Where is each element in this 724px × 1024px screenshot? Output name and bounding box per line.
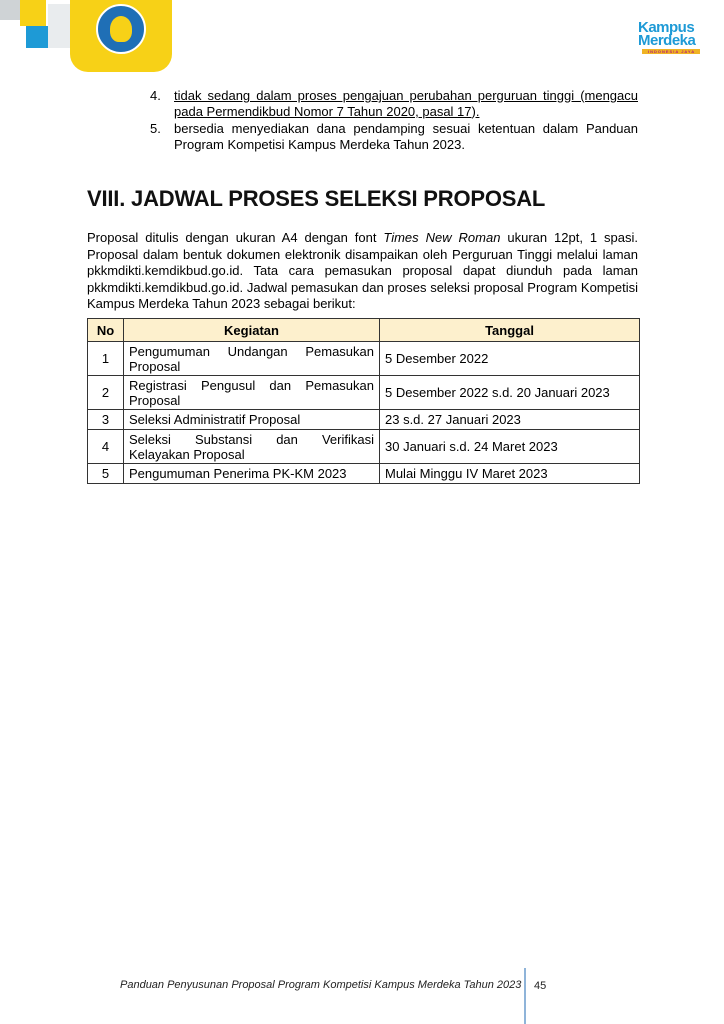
cell-no: 5	[88, 464, 124, 484]
cell-kegiatan: Pengumuman Penerima PK-KM 2023	[124, 464, 380, 484]
section-title-text: VIII. JADWAL PROSES SELEKSI PROPOSAL	[87, 186, 546, 211]
header-kegiatan: Kegiatan	[124, 319, 380, 342]
table-row	[88, 376, 640, 410]
tut-wuri-handayani-logo	[96, 4, 146, 54]
section-paragraph	[87, 230, 638, 313]
list-item-text: bersedia menyediakan dana pendamping sesuai ketentuan dalam Panduan Program Kompetisi Kampus Merdeka Tahun 2023.	[174, 121, 638, 152]
schedule-table	[87, 318, 640, 484]
cell-tanggal: 5 Desember 2022 s.d. 20 Januari 2023	[380, 376, 640, 410]
cell-no: 1	[88, 342, 124, 376]
footer-title: Panduan Penyusunan Proposal Program Kompetisi Kampus Merdeka Tahun 2023	[120, 979, 522, 991]
requirements-list	[150, 88, 638, 154]
decor-square-gray	[0, 0, 20, 20]
paragraph-font-name: Times New Roman	[383, 230, 501, 245]
header-tanggal: Tanggal	[380, 319, 640, 342]
decor-square-light	[48, 4, 70, 48]
footer-divider	[524, 968, 526, 1024]
cell-no: 2	[88, 376, 124, 410]
logo-word-merdeka: Merdeka	[638, 32, 696, 49]
cell-kegiatan: Registrasi Pengusul dan Pemasukan Proposal	[124, 376, 380, 410]
list-item-text: tidak sedang dalam proses pengajuan perubahan perguruan tinggi (mengacu pada Permendikbud Nomor 7 Tahun 2020, pasal 17).	[174, 88, 638, 119]
section-title	[87, 186, 545, 212]
cell-kegiatan: Seleksi Substansi dan Verifikasi Kelayakan Proposal	[124, 430, 380, 464]
logo-tagline: INDONESIA JAYA	[648, 49, 696, 54]
table-row	[88, 342, 640, 376]
decor-square-yellow	[20, 0, 46, 26]
cell-no: 3	[88, 410, 124, 430]
list-item	[150, 121, 638, 152]
cell-tanggal: 23 s.d. 27 Januari 2023	[380, 410, 640, 430]
kampus-merdeka-logo	[636, 20, 702, 56]
table-row	[88, 430, 640, 464]
paragraph-text-end: ukuran 12pt, 1 spasi. Proposal dalam bentuk dokumen elektronik disampaikan oleh Perguruan Tinggi melalui laman pkkmdikti.kemdikbud.go.id. Tata cara pemasukan proposal dapat diunduh pada laman pkkmdikti.kemdikbud.go.id. Jadwal pemasukan dan proses seleksi proposal Program Kompetisi Kampus Merdeka Tahun 2023 sebagai berikut:	[87, 230, 638, 311]
table-row	[88, 410, 640, 430]
header-no: No	[88, 319, 124, 342]
decor-square-blue	[26, 26, 48, 48]
logo-word-kampus: Kampus	[638, 19, 695, 36]
list-item-number: 5.	[150, 121, 161, 136]
table-header-row	[88, 319, 640, 342]
cell-kegiatan: Pengumuman Undangan Pemasukan Proposal	[124, 342, 380, 376]
page-number: 45	[534, 980, 547, 992]
table-row	[88, 464, 640, 484]
paragraph-text-start: Proposal ditulis dengan ukuran A4 dengan font	[87, 230, 384, 245]
cell-tanggal: Mulai Minggu IV Maret 2023	[380, 464, 640, 484]
cell-tanggal: 30 Januari s.d. 24 Maret 2023	[380, 430, 640, 464]
list-item	[150, 88, 638, 119]
logo-emblem-icon	[110, 16, 132, 42]
list-item-number: 4.	[150, 88, 161, 103]
cell-kegiatan: Seleksi Administratif Proposal	[124, 410, 380, 430]
cell-tanggal: 5 Desember 2022	[380, 342, 640, 376]
cell-no: 4	[88, 430, 124, 464]
